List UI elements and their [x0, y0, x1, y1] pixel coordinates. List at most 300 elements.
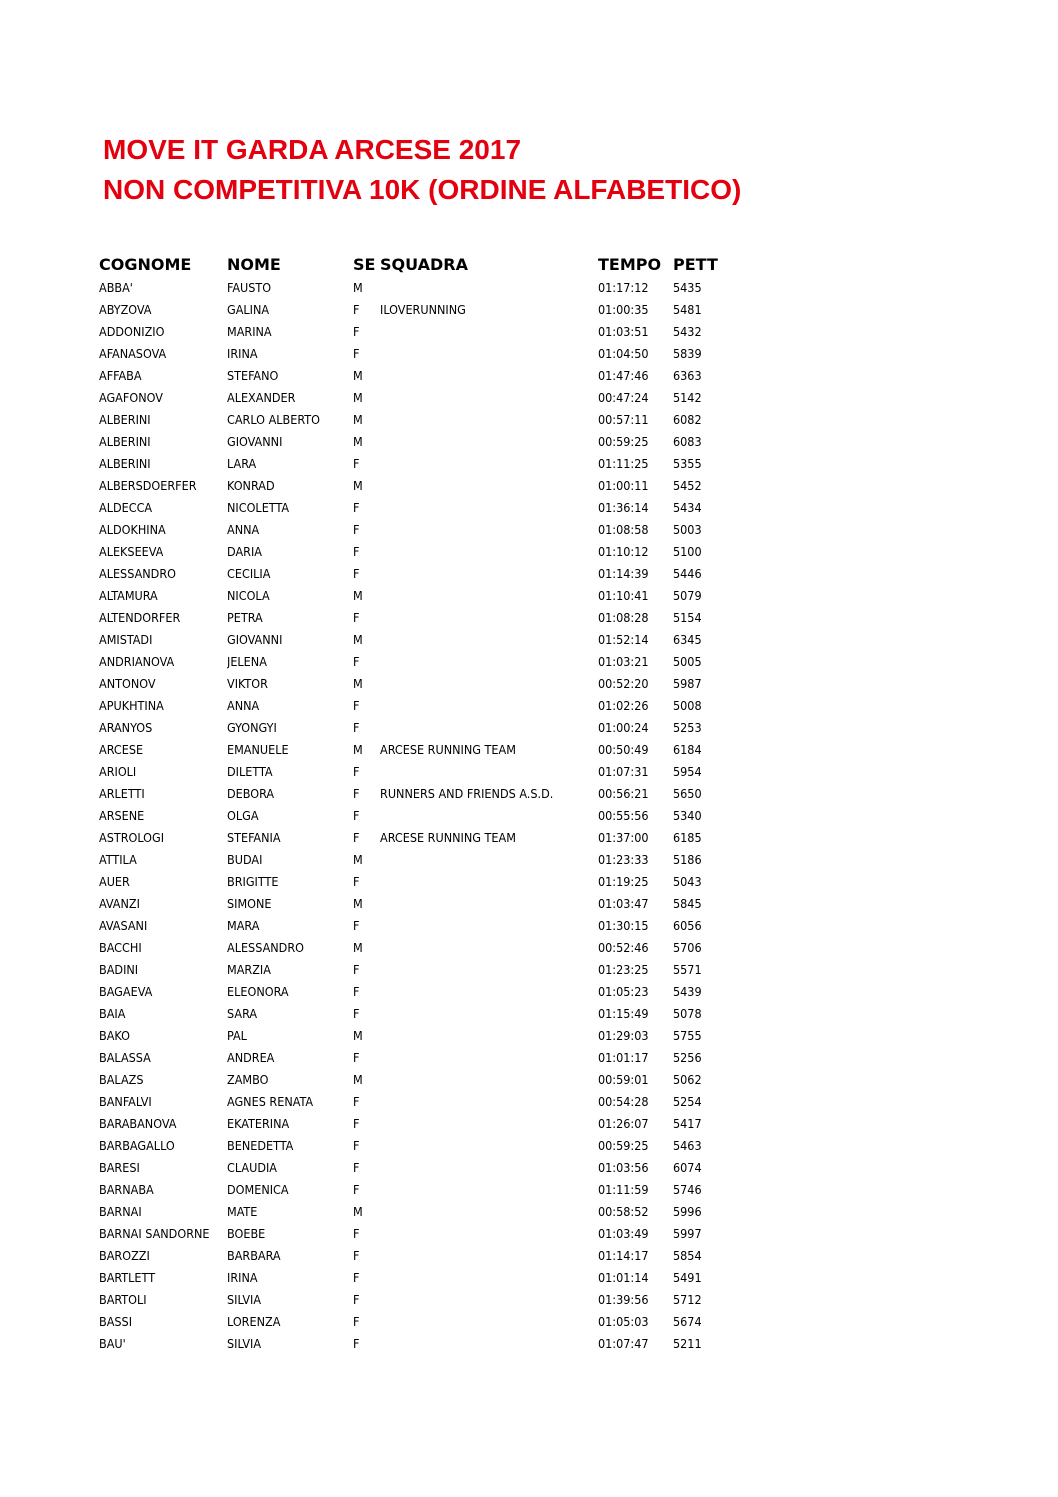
nome-cell: ANNA: [227, 698, 260, 713]
cognome-cell: BAGAEVA: [99, 984, 153, 999]
pettorale-cell: 5100: [673, 544, 702, 559]
sesso-cell: M: [353, 368, 363, 383]
pettorale-cell: 5481: [673, 302, 702, 317]
sesso-cell: F: [353, 1094, 360, 1109]
tempo-cell: 01:01:14: [598, 1270, 649, 1285]
tempo-cell: 01:10:12: [598, 544, 649, 559]
tempo-cell: 00:47:24: [598, 390, 649, 405]
pettorale-cell: 5340: [673, 808, 702, 823]
cognome-cell: ALBERINI: [99, 456, 151, 471]
squadra-cell: [380, 959, 598, 981]
nome-cell: KONRAD: [227, 478, 275, 493]
cognome-cell: ADDONIZIO: [99, 324, 165, 339]
cognome-cell: ABBA': [99, 280, 133, 295]
cognome-cell: BAIA: [99, 1006, 126, 1021]
tempo-cell: 01:08:58: [598, 522, 649, 537]
pettorale-cell: 5154: [673, 610, 702, 625]
tempo-cell: 01:23:25: [598, 962, 649, 977]
table-row: [99, 849, 739, 871]
sesso-cell: M: [353, 412, 363, 427]
nome-cell: SILVIA: [227, 1336, 262, 1351]
squadra-cell: [380, 1333, 598, 1355]
nome-cell: MATE: [227, 1204, 258, 1219]
table-row: [99, 541, 739, 563]
table-row: [99, 739, 739, 761]
table-row: [99, 959, 739, 981]
nome-cell: DOMENICA: [227, 1182, 289, 1197]
pettorale-cell: 5571: [673, 962, 702, 977]
sesso-cell: F: [353, 1116, 360, 1131]
tempo-cell: 01:39:56: [598, 1292, 649, 1307]
tempo-cell: 01:01:17: [598, 1050, 649, 1065]
pettorale-cell: 5674: [673, 1314, 702, 1329]
tempo-cell: 01:03:47: [598, 896, 649, 911]
cognome-cell: AFFABA: [99, 368, 142, 383]
table-row: [99, 1333, 739, 1355]
nome-cell: BARBARA: [227, 1248, 281, 1263]
nome-cell: STEFANO: [227, 368, 279, 383]
table-row: [99, 937, 739, 959]
page-title-line-2: NON COMPETITIVA 10K (ORDINE ALFABETICO): [103, 174, 742, 205]
pettorale-cell: 5079: [673, 588, 702, 603]
sesso-cell: F: [353, 500, 360, 515]
cognome-cell: BAKO: [99, 1028, 130, 1043]
nome-cell: DILETTA: [227, 764, 273, 779]
pettorale-cell: 6185: [673, 830, 702, 845]
nome-cell: FAUSTO: [227, 280, 272, 295]
cognome-cell: AUER: [99, 874, 130, 889]
nome-cell: STEFANIA: [227, 830, 281, 845]
squadra-cell: [380, 607, 598, 629]
sesso-cell: M: [353, 434, 363, 449]
sesso-cell: F: [353, 1138, 360, 1153]
nome-cell: VIKTOR: [227, 676, 268, 691]
nome-cell: PETRA: [227, 610, 263, 625]
pettorale-cell: 6363: [673, 368, 702, 383]
pettorale-cell: 5062: [673, 1072, 702, 1087]
tempo-cell: 01:23:33: [598, 852, 649, 867]
table-row: [99, 827, 739, 849]
squadra-cell: [380, 1223, 598, 1245]
tempo-cell: 01:03:49: [598, 1226, 649, 1241]
squadra-cell: [380, 761, 598, 783]
nome-cell: DARIA: [227, 544, 262, 559]
cognome-cell: BASSI: [99, 1314, 133, 1329]
sesso-cell: M: [353, 280, 363, 295]
cognome-cell: APUKHTINA: [99, 698, 164, 713]
nome-cell: MARINA: [227, 324, 272, 339]
tempo-cell: 01:14:39: [598, 566, 649, 581]
nome-cell: NICOLETTA: [227, 500, 290, 515]
pettorale-cell: 5706: [673, 940, 702, 955]
tempo-cell: 01:26:07: [598, 1116, 649, 1131]
tempo-cell: 00:57:11: [598, 412, 649, 427]
table-row: [99, 1135, 739, 1157]
cognome-cell: ALTAMURA: [99, 588, 158, 603]
cognome-cell: ALBERSDOERFER: [99, 478, 197, 493]
table-row: [99, 475, 739, 497]
tempo-cell: 01:30:15: [598, 918, 649, 933]
tempo-cell: 00:59:01: [598, 1072, 649, 1087]
squadra-cell: [380, 343, 598, 365]
nome-cell: CECILIA: [227, 566, 271, 581]
table-row: [99, 1047, 739, 1069]
pettorale-cell: 6056: [673, 918, 702, 933]
tempo-cell: 01:03:51: [598, 324, 649, 339]
sesso-cell: F: [353, 346, 360, 361]
tempo-cell: 01:36:14: [598, 500, 649, 515]
squadra-cell: [380, 915, 598, 937]
pettorale-cell: 6184: [673, 742, 702, 757]
squadra-cell: [380, 563, 598, 585]
table-row: [99, 1201, 739, 1223]
pettorale-cell: 5435: [673, 280, 702, 295]
tempo-cell: 01:19:25: [598, 874, 649, 889]
cognome-cell: AMISTADI: [99, 632, 153, 647]
pettorale-cell: 5746: [673, 1182, 702, 1197]
sesso-cell: F: [353, 522, 360, 537]
pettorale-cell: 5845: [673, 896, 702, 911]
table-row: [99, 519, 739, 541]
tempo-cell: 01:47:46: [598, 368, 649, 383]
squadra-cell: [380, 1201, 598, 1223]
cognome-cell: BARNABA: [99, 1182, 154, 1197]
squadra-cell: [380, 673, 598, 695]
nome-cell: ANNA: [227, 522, 260, 537]
pettorale-cell: 6345: [673, 632, 702, 647]
sesso-cell: F: [353, 456, 360, 471]
nome-cell: ALEXANDER: [227, 390, 296, 405]
nome-cell: LORENZA: [227, 1314, 281, 1329]
cognome-cell: AGAFONOV: [99, 390, 163, 405]
cognome-cell: ASTROLOGI: [99, 830, 165, 845]
cognome-cell: BARESI: [99, 1160, 140, 1175]
table-row: [99, 585, 739, 607]
nome-cell: DEBORA: [227, 786, 275, 801]
cognome-cell: BARNAI SANDORNE: [99, 1226, 210, 1241]
pettorale-cell: 5355: [673, 456, 702, 471]
pettorale-cell: 5003: [673, 522, 702, 537]
table-row: [99, 299, 739, 321]
tempo-cell: 01:37:00: [598, 830, 649, 845]
sesso-cell: M: [353, 478, 363, 493]
nome-cell: PAL: [227, 1028, 247, 1043]
squadra-cell: [380, 277, 598, 299]
column-header-pettorale: PETT: [673, 255, 718, 274]
sesso-cell: F: [353, 1270, 360, 1285]
squadra-cell: [380, 453, 598, 475]
tempo-cell: 01:17:12: [598, 280, 649, 295]
nome-cell: MARZIA: [227, 962, 271, 977]
column-header-nome: NOME: [227, 255, 281, 274]
tempo-cell: 01:29:03: [598, 1028, 649, 1043]
pettorale-cell: 5253: [673, 720, 702, 735]
sesso-cell: M: [353, 940, 363, 955]
tempo-cell: 00:52:46: [598, 940, 649, 955]
sesso-cell: F: [353, 720, 360, 735]
cognome-cell: ALDOKHINA: [99, 522, 166, 537]
nome-cell: BUDAI: [227, 852, 263, 867]
table-row: [99, 629, 739, 651]
table-row: [99, 717, 739, 739]
squadra-cell: [380, 541, 598, 563]
table-row: [99, 1289, 739, 1311]
squadra-cell: ARCESE RUNNING TEAM: [380, 742, 516, 757]
pettorale-cell: 6082: [673, 412, 702, 427]
squadra-cell: ILOVERUNNING: [380, 302, 466, 317]
sesso-cell: F: [353, 610, 360, 625]
pettorale-cell: 5463: [673, 1138, 702, 1153]
nome-cell: CLAUDIA: [227, 1160, 277, 1175]
cognome-cell: AVASANI: [99, 918, 148, 933]
tempo-cell: 00:58:52: [598, 1204, 649, 1219]
table-row: [99, 563, 739, 585]
nome-cell: ZAMBO: [227, 1072, 269, 1087]
table-row: [99, 651, 739, 673]
squadra-cell: RUNNERS AND FRIENDS A.S.D.: [380, 786, 554, 801]
nome-cell: AGNES RENATA: [227, 1094, 314, 1109]
table-row: [99, 1113, 739, 1135]
sesso-cell: F: [353, 1160, 360, 1175]
sesso-cell: M: [353, 742, 363, 757]
nome-cell: GIOVANNI: [227, 632, 283, 647]
squadra-cell: [380, 1091, 598, 1113]
pettorale-cell: 5186: [673, 852, 702, 867]
sesso-cell: M: [353, 632, 363, 647]
sesso-cell: M: [353, 1028, 363, 1043]
table-row: [99, 673, 739, 695]
nome-cell: ALESSANDRO: [227, 940, 304, 955]
table-row: [99, 695, 739, 717]
nome-cell: ANDREA: [227, 1050, 275, 1065]
tempo-cell: 01:11:59: [598, 1182, 649, 1197]
table-row: [99, 915, 739, 937]
cognome-cell: ALBERINI: [99, 434, 151, 449]
sesso-cell: M: [353, 896, 363, 911]
sesso-cell: F: [353, 566, 360, 581]
pettorale-cell: 5755: [673, 1028, 702, 1043]
nome-cell: GYONGYI: [227, 720, 277, 735]
sesso-cell: M: [353, 1072, 363, 1087]
squadra-cell: [380, 519, 598, 541]
nome-cell: GIOVANNI: [227, 434, 283, 449]
table-row: [99, 761, 739, 783]
nome-cell: ELEONORA: [227, 984, 289, 999]
sesso-cell: F: [353, 874, 360, 889]
squadra-cell: [380, 321, 598, 343]
table-row: [99, 497, 739, 519]
nome-cell: BENEDETTA: [227, 1138, 294, 1153]
squadra-cell: [380, 1135, 598, 1157]
cognome-cell: ANDRIANOVA: [99, 654, 175, 669]
sesso-cell: F: [353, 654, 360, 669]
sesso-cell: F: [353, 918, 360, 933]
tempo-cell: 01:00:24: [598, 720, 649, 735]
squadra-cell: ARCESE RUNNING TEAM: [380, 830, 516, 845]
cognome-cell: ATTILA: [99, 852, 137, 867]
pettorale-cell: 5142: [673, 390, 702, 405]
table-header-row: [99, 252, 739, 277]
table-row: [99, 981, 739, 1003]
squadra-cell: [380, 1157, 598, 1179]
tempo-cell: 00:54:28: [598, 1094, 649, 1109]
sesso-cell: F: [353, 1314, 360, 1329]
squadra-cell: [380, 365, 598, 387]
cognome-cell: ARIOLI: [99, 764, 137, 779]
sesso-cell: F: [353, 808, 360, 823]
tempo-cell: 01:05:23: [598, 984, 649, 999]
squadra-cell: [380, 475, 598, 497]
cognome-cell: ABYZOVA: [99, 302, 152, 317]
pettorale-cell: 5434: [673, 500, 702, 515]
column-header-sesso: SE: [353, 255, 376, 274]
pettorale-cell: 6083: [673, 434, 702, 449]
squadra-cell: [380, 893, 598, 915]
table-row: [99, 1003, 739, 1025]
squadra-cell: [380, 717, 598, 739]
nome-cell: OLGA: [227, 808, 259, 823]
pettorale-cell: 5256: [673, 1050, 702, 1065]
cognome-cell: BARNAI: [99, 1204, 142, 1219]
table-row: [99, 431, 739, 453]
nome-cell: LARA: [227, 456, 257, 471]
cognome-cell: BARABANOVA: [99, 1116, 177, 1131]
cognome-cell: BARBAGALLO: [99, 1138, 175, 1153]
sesso-cell: F: [353, 544, 360, 559]
sesso-cell: M: [353, 390, 363, 405]
sesso-cell: F: [353, 302, 360, 317]
tempo-cell: 01:05:03: [598, 1314, 649, 1329]
squadra-cell: [380, 387, 598, 409]
pettorale-cell: 5650: [673, 786, 702, 801]
tempo-cell: 01:00:11: [598, 478, 649, 493]
pettorale-cell: 6074: [673, 1160, 702, 1175]
sesso-cell: F: [353, 764, 360, 779]
cognome-cell: BALAZS: [99, 1072, 144, 1087]
nome-cell: SIMONE: [227, 896, 272, 911]
pettorale-cell: 5839: [673, 346, 702, 361]
squadra-cell: [380, 629, 598, 651]
squadra-cell: [380, 1245, 598, 1267]
nome-cell: BRIGITTE: [227, 874, 279, 889]
nome-cell: EKATERINA: [227, 1116, 290, 1131]
table-row: [99, 1267, 739, 1289]
cognome-cell: BAU': [99, 1336, 126, 1351]
nome-cell: IRINA: [227, 346, 258, 361]
table-row: [99, 1179, 739, 1201]
squadra-cell: [380, 651, 598, 673]
nome-cell: SARA: [227, 1006, 258, 1021]
squadra-cell: [380, 1003, 598, 1025]
table-row: [99, 1223, 739, 1245]
sesso-cell: F: [353, 1292, 360, 1307]
pettorale-cell: 5439: [673, 984, 702, 999]
tempo-cell: 01:52:14: [598, 632, 649, 647]
tempo-cell: 01:04:50: [598, 346, 649, 361]
cognome-cell: ARCESE: [99, 742, 144, 757]
sesso-cell: F: [353, 1006, 360, 1021]
sesso-cell: M: [353, 1204, 363, 1219]
page-title-line-1: MOVE IT GARDA ARCESE 2017: [103, 134, 522, 165]
nome-cell: GALINA: [227, 302, 270, 317]
sesso-cell: M: [353, 588, 363, 603]
table-row: [99, 1069, 739, 1091]
column-header-cognome: COGNOME: [99, 255, 192, 274]
table-row: [99, 1157, 739, 1179]
pettorale-cell: 5446: [673, 566, 702, 581]
squadra-cell: [380, 937, 598, 959]
table-row: [99, 607, 739, 629]
tempo-cell: 00:59:25: [598, 1138, 649, 1153]
nome-cell: NICOLA: [227, 588, 270, 603]
sesso-cell: F: [353, 1182, 360, 1197]
tempo-cell: 01:14:17: [598, 1248, 649, 1263]
tempo-cell: 01:07:47: [598, 1336, 649, 1351]
squadra-cell: [380, 1289, 598, 1311]
squadra-cell: [380, 805, 598, 827]
table-row: [99, 893, 739, 915]
nome-cell: IRINA: [227, 1270, 258, 1285]
tempo-cell: 01:08:28: [598, 610, 649, 625]
pettorale-cell: 5491: [673, 1270, 702, 1285]
table-row: [99, 277, 739, 299]
pettorale-cell: 5254: [673, 1094, 702, 1109]
squadra-cell: [380, 695, 598, 717]
table-row: [99, 453, 739, 475]
sesso-cell: F: [353, 984, 360, 999]
cognome-cell: ALBERINI: [99, 412, 151, 427]
cognome-cell: BARTLETT: [99, 1270, 156, 1285]
tempo-cell: 01:10:41: [598, 588, 649, 603]
pettorale-cell: 5996: [673, 1204, 702, 1219]
table-row: [99, 409, 739, 431]
pettorale-cell: 5417: [673, 1116, 702, 1131]
pettorale-cell: 5078: [673, 1006, 702, 1021]
cognome-cell: BADINI: [99, 962, 139, 977]
pettorale-cell: 5005: [673, 654, 702, 669]
tempo-cell: 00:52:20: [598, 676, 649, 691]
tempo-cell: 01:02:26: [598, 698, 649, 713]
sesso-cell: F: [353, 1226, 360, 1241]
squadra-cell: [380, 1267, 598, 1289]
cognome-cell: ARLETTI: [99, 786, 145, 801]
cognome-cell: BAROZZI: [99, 1248, 150, 1263]
cognome-cell: ALESSANDRO: [99, 566, 176, 581]
sesso-cell: F: [353, 830, 360, 845]
nome-cell: EMANUELE: [227, 742, 289, 757]
sesso-cell: M: [353, 676, 363, 691]
cognome-cell: BALASSA: [99, 1050, 151, 1065]
squadra-cell: [380, 1025, 598, 1047]
column-header-squadra: SQUADRA: [380, 255, 468, 274]
squadra-cell: [380, 497, 598, 519]
sesso-cell: F: [353, 786, 360, 801]
sesso-cell: M: [353, 852, 363, 867]
sesso-cell: F: [353, 1050, 360, 1065]
table-row: [99, 783, 739, 805]
table-row: [99, 871, 739, 893]
squadra-cell: [380, 431, 598, 453]
sesso-cell: F: [353, 1248, 360, 1263]
cognome-cell: ALEKSEEVA: [99, 544, 164, 559]
table-row: [99, 1311, 739, 1333]
squadra-cell: [380, 585, 598, 607]
squadra-cell: [380, 409, 598, 431]
pettorale-cell: 5712: [673, 1292, 702, 1307]
cognome-cell: ARSENE: [99, 808, 145, 823]
pettorale-cell: 5043: [673, 874, 702, 889]
tempo-cell: 00:59:25: [598, 434, 649, 449]
